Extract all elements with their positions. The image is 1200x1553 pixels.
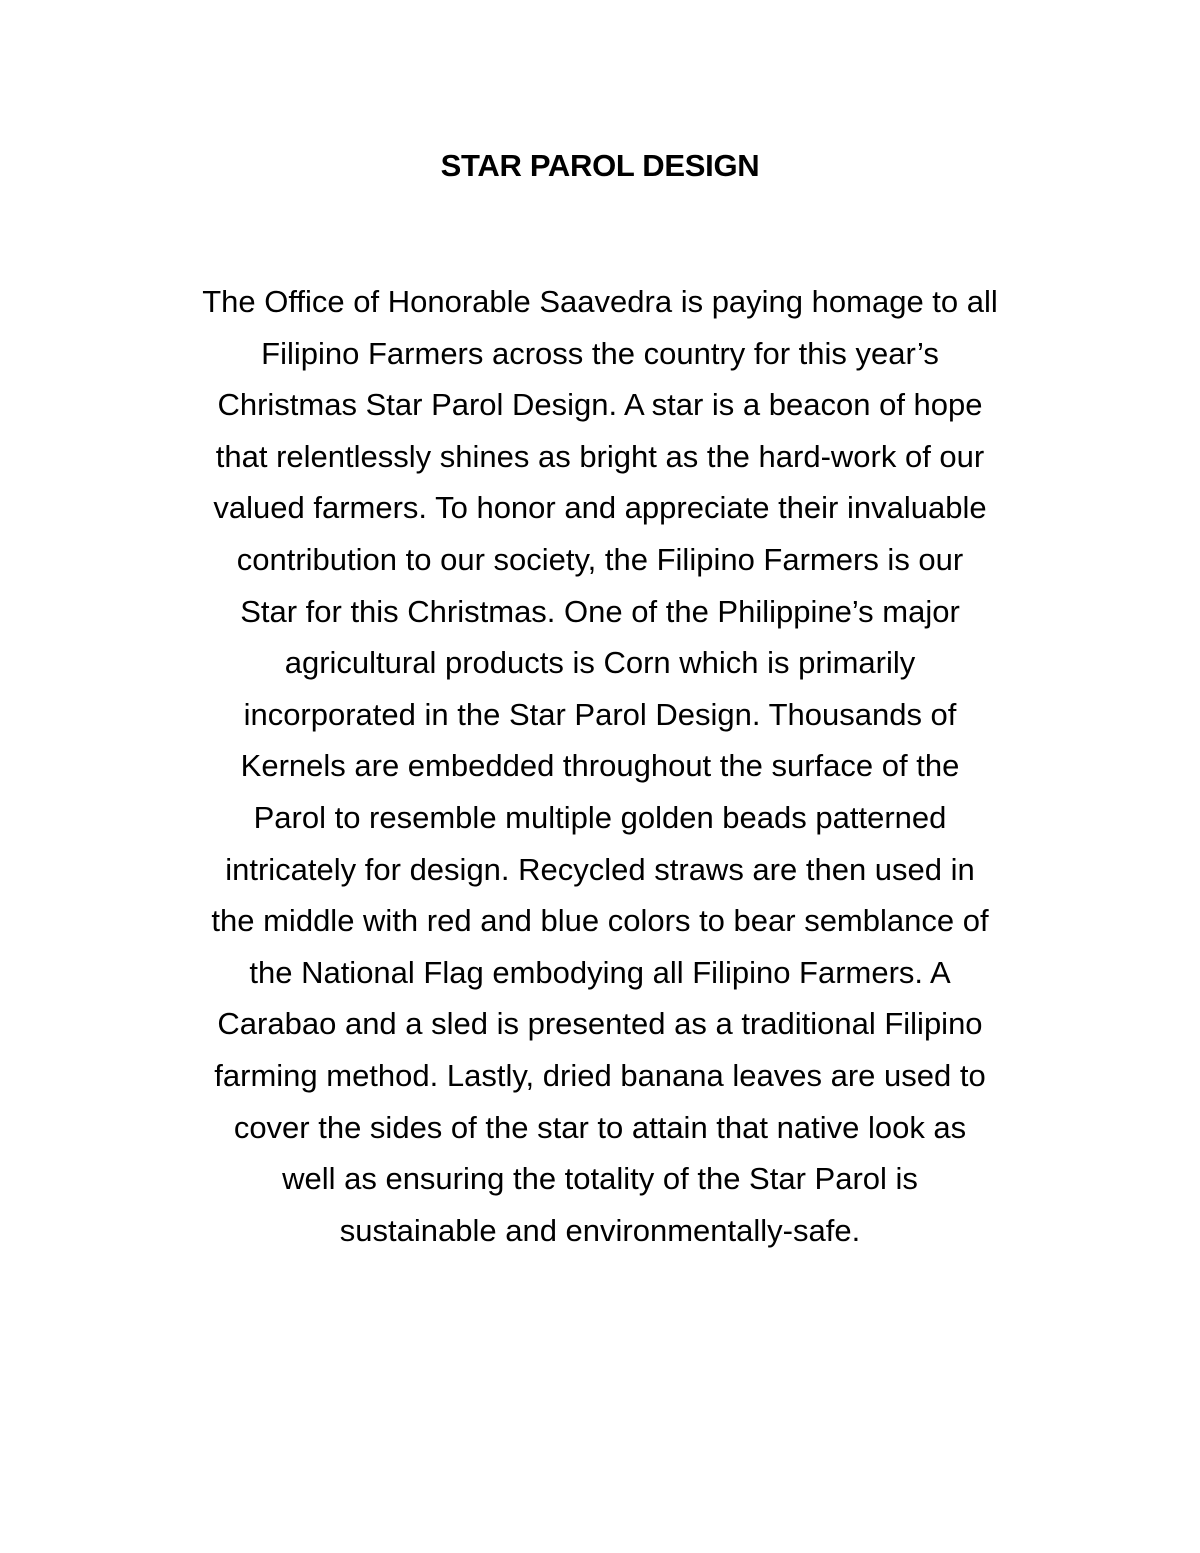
body-line: well as ensuring the totality of the Star Parol is	[282, 1161, 918, 1197]
body-line: Star for this Christmas. One of the Philippine’s major	[240, 593, 960, 629]
body-line: the middle with red and blue colors to bear semblance of	[211, 903, 989, 939]
body-line: valued farmers. To honor and appreciate their invaluable	[213, 490, 987, 526]
body-line: sustainable and environmentally-safe.	[339, 1212, 861, 1248]
body-line: Filipino Farmers across the country for this year’s	[261, 335, 939, 371]
body-line: contribution to our society, the Filipino Farmers is our	[236, 541, 964, 577]
body-line: intricately for design. Recycled straws are then used in	[225, 851, 975, 887]
body-line: farming method. Lastly, dried banana leaves are used to	[214, 1057, 986, 1093]
body-line: Parol to resemble multiple golden beads patterned	[253, 799, 947, 835]
body-line: incorporated in the Star Parol Design. Thousands of	[243, 696, 957, 732]
body-line: Kernels are embedded throughout the surface of the	[240, 748, 960, 784]
body-line: cover the sides of the star to attain that native look as	[233, 1109, 967, 1145]
body-line: The Office of Honorable Saavedra is paying homage to all	[202, 284, 998, 319]
document-title: STAR PAROL DESIGN	[440, 148, 760, 183]
body-line: Carabao and a sled is presented as a traditional Filipino	[217, 1006, 983, 1042]
body-line: Christmas Star Parol Design. A star is a beacon of hope	[217, 387, 983, 423]
body-line: the National Flag embodying all Filipino Farmers. A	[249, 954, 951, 990]
body-line: agricultural products is Corn which is primarily	[284, 645, 916, 681]
document-body	[120, 276, 1080, 1256]
body-line: that relentlessly shines as bright as the hard-work of our	[215, 438, 985, 474]
